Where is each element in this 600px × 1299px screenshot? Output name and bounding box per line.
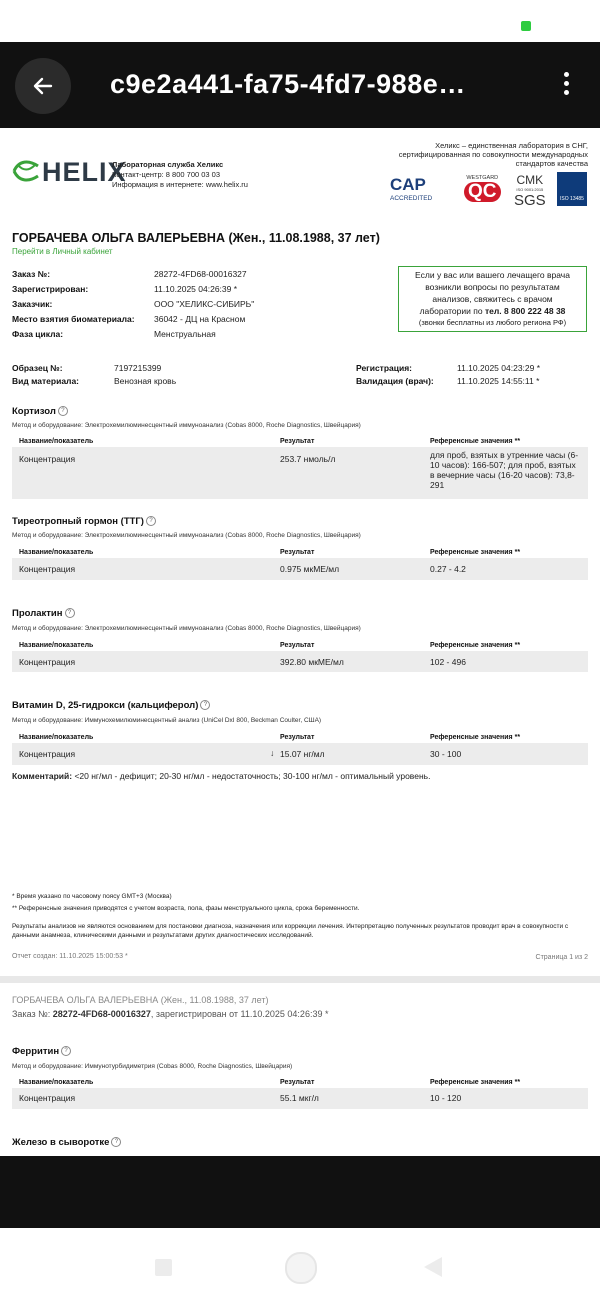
- arrow-left-icon: [31, 74, 55, 98]
- registration-value: 11.10.2025 04:23:29 *: [457, 363, 541, 373]
- help-icon[interactable]: ?: [111, 1137, 121, 1147]
- help-icon[interactable]: ?: [146, 516, 156, 526]
- column-header-result: Результат: [280, 438, 315, 445]
- page-separator: [0, 976, 600, 983]
- help-icon[interactable]: ?: [61, 1046, 71, 1056]
- column-header-result: Результат: [280, 549, 315, 556]
- helix-logo-icon: [11, 158, 41, 184]
- patient-name: ГОРБАЧЕВА ОЛЬГА ВАЛЕРЬЕВНА (Жен., 11.08.1988, 37 лет): [12, 231, 380, 245]
- column-header-name: Название/показатель: [19, 1079, 94, 1086]
- column-header-ref: Референсные значения **: [430, 549, 521, 556]
- test-method: Метод и оборудование: Электрохемилюминесцентный иммуноанализ (Cobas 8000, Roche Diagnostics, Швейцария): [12, 532, 361, 539]
- registered-value: 11.10.2025 04:26:39 *: [154, 284, 238, 294]
- test-method: Метод и оборудование: Электрохемилюминесцентный иммуноанализ (Cobas 8000, Roche Diagnostics, Швейцария): [12, 625, 361, 632]
- result-name: Концентрация: [19, 564, 76, 574]
- test-method: Метод и оборудование: Иммунохемилюминесцентный анализ (UniCel DxI 800, Beckman Coulter, США): [12, 717, 322, 724]
- doctor-contact-notice: Если у вас или вашего лечащего врача возникли вопросы по результатам анализов, свяжитесь с врачом лаборатории по тел. 8 800 222 48 38 (звонки бесплатны из любого региона РФ): [398, 266, 587, 332]
- certification-text: Хеликс – единственная лаборатория в СНГ, сертифицированная по совокупности международных стандартов качества: [398, 141, 588, 168]
- status-bar: [0, 0, 600, 42]
- registration-label: Регистрация:: [356, 363, 413, 373]
- test-title-tsh: Тиреотропный гормон (ТТГ) ?: [12, 516, 156, 527]
- bottom-bar: [0, 1156, 600, 1228]
- lab-info: [112, 160, 248, 190]
- result-value: 392.80 мкМЕ/мл: [280, 657, 344, 667]
- comment: Комментарий: <20 нг/мл - дефицит; 20-30 нг/мл - недостаточность; 30-100 нг/мл - оптимальный уровень.: [12, 771, 431, 781]
- sgs-logo: CMK ISO 9001:2015 SGS: [514, 173, 546, 209]
- test-method: Метод и оборудование: Электрохемилюминесцентный иммуноанализ (Cobas 8000, Roche Diagnostics, Швейцария): [12, 422, 361, 429]
- column-header-ref: Референсные значения **: [430, 642, 521, 649]
- battery-icon: [521, 21, 531, 31]
- material-label: Вид материала:: [12, 376, 80, 386]
- reference-range: 0.27 - 4.2: [430, 564, 466, 574]
- lab-internet: Информация в интернете: www.helix.ru: [112, 180, 248, 189]
- column-header-ref: Референсные значения **: [430, 1079, 521, 1086]
- back-button[interactable]: [15, 58, 71, 114]
- app-bar: [0, 42, 600, 128]
- disclaimer: Результаты анализов не являются основанием для постановки диагноза, назначения или коррекции лечения. Интерпретацию полученных результатов проводит врач в совокупности с данными анамнеза, клиническими данными и результатами других диагностических исследований.: [12, 923, 569, 939]
- cycle-phase-value: Менструальная: [154, 329, 216, 339]
- home-button[interactable]: [285, 1252, 317, 1284]
- test-method: Метод и оборудование: Иммунотурбидиметрия (Cobas 8000, Roche Diagnostics, Швейцария): [12, 1063, 293, 1070]
- footnote-time: * Время указано по часовому поясу GMT+3 (Москва): [12, 893, 172, 900]
- sample-value: 7197215399: [114, 363, 162, 373]
- helix-logo-text: HELIX: [42, 157, 127, 187]
- reference-range: 102 - 496: [430, 657, 466, 667]
- document-view[interactable]: [0, 128, 600, 1156]
- report-created: Отчет создан: 11.10.2025 15:00:53 *: [12, 953, 128, 960]
- result-value: 55.1 мкг/л: [280, 1093, 319, 1103]
- sample-label: Образец №:: [12, 363, 63, 373]
- result-value: 15.07 нг/мл: [280, 749, 325, 759]
- column-header-name: Название/показатель: [19, 549, 94, 556]
- personal-cabinet-link[interactable]: Перейти в Личный кабинет: [12, 247, 113, 256]
- column-header-ref: Референсные значения **: [430, 438, 521, 445]
- test-title-serum-iron: Железо в сыворотке ?: [12, 1137, 121, 1148]
- cycle-phase-label: Фаза цикла:: [12, 329, 64, 339]
- test-title-ferritin: Ферритин ?: [12, 1046, 71, 1057]
- test-title-prolactin: Пролактин ?: [12, 608, 75, 619]
- column-header-name: Название/показатель: [19, 438, 94, 445]
- result-name: Концентрация: [19, 657, 76, 667]
- page-number: Страница 1 из 2: [535, 954, 588, 961]
- document-title: c9e2a441-fa75-4fd7-988e…: [110, 69, 466, 99]
- column-header-result: Результат: [280, 1079, 315, 1086]
- validation-value: 11.10.2025 14:55:11 *: [457, 376, 540, 386]
- location-value: 36042 - ДЦ на Красном: [154, 314, 246, 324]
- result-name: Концентрация: [19, 749, 76, 759]
- column-header-name: Название/показатель: [19, 734, 94, 741]
- customer-value: ООО "ХЕЛИКС-СИБИРЬ": [154, 299, 255, 309]
- reference-range: 10 - 120: [430, 1093, 462, 1103]
- more-vert-icon[interactable]: [556, 68, 576, 104]
- reference-range: для проб, взятых в утренние часы (6-10 часов): 166-507; для проб, взятых в вечерние часы (16-20 часов): 73,8-291: [430, 450, 579, 490]
- footnote-refs: ** Референсные значения приводятся с учетом возраста, пола, фазы менструального цикла, срока беременности.: [12, 905, 360, 912]
- cap-accredited-logo: CAP ACCREDITED: [390, 175, 433, 202]
- page2-patient-name: ГОРБАЧЕВА ОЛЬГА ВАЛЕРЬЕВНА (Жен., 11.08.1988, 37 лет): [12, 995, 269, 1005]
- result-name: Концентрация: [19, 454, 76, 464]
- result-name: Концентрация: [19, 1093, 76, 1103]
- validation-label: Валидация (врач):: [356, 376, 434, 386]
- order-value: 28272-4FD68-00016327: [154, 269, 247, 279]
- low-flag-icon: ↓: [270, 748, 275, 758]
- dm-certificate-logo: ISO 13485: [557, 172, 587, 206]
- lab-contact: Контакт-центр: 8 800 700 03 03: [112, 170, 221, 179]
- result-value: 253.7 нмоль/л: [280, 454, 336, 464]
- registered-label: Зарегистрирован:: [12, 284, 89, 294]
- order-label: Заказ №:: [12, 269, 51, 279]
- recents-button[interactable]: [155, 1259, 172, 1276]
- material-value: Венозная кровь: [114, 376, 177, 386]
- lab-phone: тел. 8 800 222 48 38: [484, 306, 566, 316]
- westgard-qc-logo: WESTGARD QC: [464, 175, 501, 202]
- customer-label: Заказчик:: [12, 299, 53, 309]
- help-icon[interactable]: ?: [58, 406, 68, 416]
- test-title-cortisol: Кортизол ?: [12, 406, 68, 417]
- help-icon[interactable]: ?: [65, 608, 75, 618]
- location-label: Место взятия биоматериала:: [12, 314, 135, 324]
- page2-order-info: Заказ №: 28272-4FD68-00016327, зарегистрирован от 11.10.2025 04:26:39 *: [12, 1009, 329, 1019]
- help-icon[interactable]: ?: [200, 700, 210, 710]
- result-value: 0.975 мкМЕ/мл: [280, 564, 340, 574]
- column-header-ref: Референсные значения **: [430, 734, 521, 741]
- column-header-result: Результат: [280, 642, 315, 649]
- test-title-vitamin-d: Витамин D, 25-гидрокси (кальциферол) ?: [12, 700, 210, 711]
- column-header-result: Результат: [280, 734, 315, 741]
- column-header-name: Название/показатель: [19, 642, 94, 649]
- lab-name: Лабораторная служба Хеликс: [112, 160, 224, 169]
- system-back-button[interactable]: [424, 1257, 442, 1277]
- reference-range: 30 - 100: [430, 749, 462, 759]
